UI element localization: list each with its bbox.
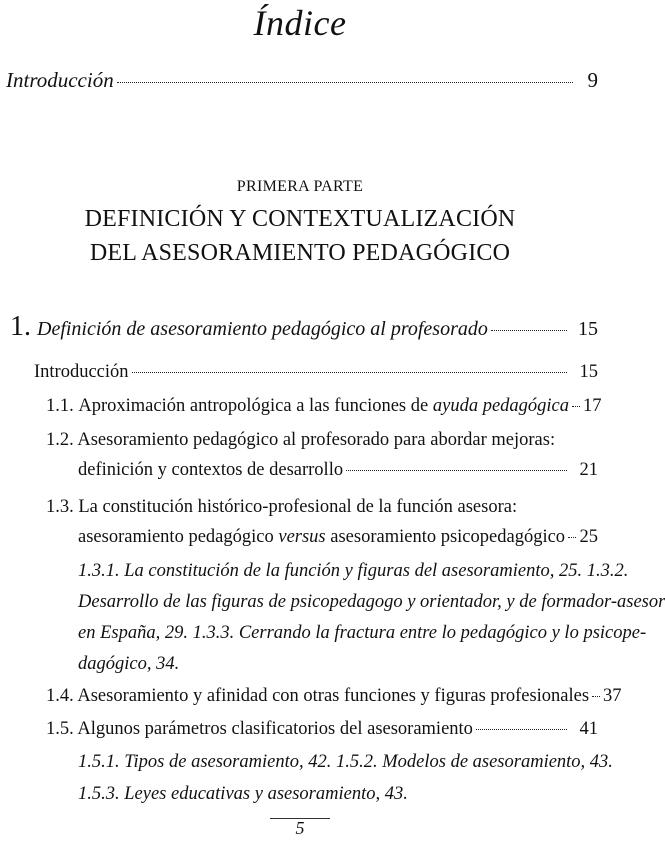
toc-page-number: 9 (587, 68, 598, 92)
toc-page-number: 21 (579, 460, 598, 480)
part-label: PRIMERA PARTE (236, 178, 364, 195)
toc-entry-1-4[interactable] (46, 686, 622, 707)
chapter-number: 1. (10, 311, 31, 342)
toc-page-number: 25 (579, 527, 598, 547)
toc-page-number: 41 (579, 719, 598, 739)
section-text: Aproximación antropológica a las funciones de (78, 396, 433, 416)
toc-page-number: 15 (578, 318, 598, 340)
subsection-list-1-5-line-1: 1.5.1. Tipos de asesoramiento, 42. 1.5.2. Modelos de asesoramiento, 43. (78, 752, 613, 772)
dot-leader (476, 729, 567, 730)
dot-leader (568, 537, 576, 538)
toc-entry-introduccion[interactable] (6, 68, 598, 93)
subsection-list-1-3-line-3: en España, 29. 1.3.3. Cerrando la fractura entre lo pedagógico y lo psicope- (78, 623, 647, 643)
toc-entry-label: Introducción (6, 68, 114, 92)
dot-leader (346, 470, 567, 471)
section-emphasis: ayuda pedagógica (432, 396, 570, 416)
subsection-list-1-3-line-4: dagógico, 34. (78, 654, 180, 674)
toc-page-number: 17 (583, 396, 602, 416)
section-text: asesoramiento pedagógico (78, 527, 279, 547)
toc-entry-1-2[interactable] (78, 460, 598, 481)
section-emphasis: versus (278, 527, 326, 547)
page-number: 5 (295, 818, 305, 838)
toc-entry-label: definición y contextos de desarrollo (78, 460, 344, 480)
page-title: Índice (253, 3, 347, 43)
subsection-list-1-5-line-2: 1.5.3. Leyes educativas y asesoramiento, 43. (78, 784, 408, 804)
dot-leader (117, 82, 573, 83)
toc-entry-introduccion-ch1[interactable] (34, 362, 598, 383)
toc-entry-chapter-1[interactable] (10, 311, 598, 343)
chapter-title: Definición de asesoramiento pedagógico al profesorado (37, 318, 488, 340)
section-text: asesoramiento psicopedagógico (325, 527, 566, 547)
toc-entry-label: 1.4. Asesoramiento y afinidad con otras funciones y figuras profesionales (46, 686, 590, 706)
toc-entry-label: Introducción (34, 362, 129, 382)
subsection-list-1-3-line-1: 1.3.1. La constitución de la función y figuras del asesoramiento, 25. 1.3.2. (78, 561, 629, 581)
dot-leader (572, 406, 580, 407)
part-title-line-1: DEFINICIÓN Y CONTEXTUALIZACIÓN (84, 206, 516, 232)
part-title-line-2: DEL ASESORAMIENTO PEDAGÓGICO (89, 240, 511, 266)
dot-leader (491, 330, 567, 331)
toc-entry-1-3-line-1[interactable]: 1.3. La constitución histórico-profesional de la función asesora: (46, 497, 518, 517)
toc-entry-1-2-line-1[interactable]: 1.2. Asesoramiento pedagógico al profesorado para abordar mejoras: (46, 430, 556, 450)
subsection-list-1-3-line-2: Desarrollo de las figuras de psicopedagogo y orientador, y de formador-asesor (78, 592, 665, 612)
toc-page-number: 15 (579, 362, 598, 382)
dot-leader (592, 696, 600, 697)
section-number: 1.1. (46, 396, 74, 416)
toc-entry-1-1[interactable] (46, 396, 602, 417)
dot-leader (132, 372, 567, 373)
toc-page-number: 37 (603, 686, 622, 706)
toc-entry-label: 1.5. Algunos parámetros clasificatorios del asesoramiento (46, 719, 473, 739)
toc-entry-1-3[interactable] (78, 527, 598, 548)
toc-entry-1-5[interactable] (46, 719, 598, 740)
